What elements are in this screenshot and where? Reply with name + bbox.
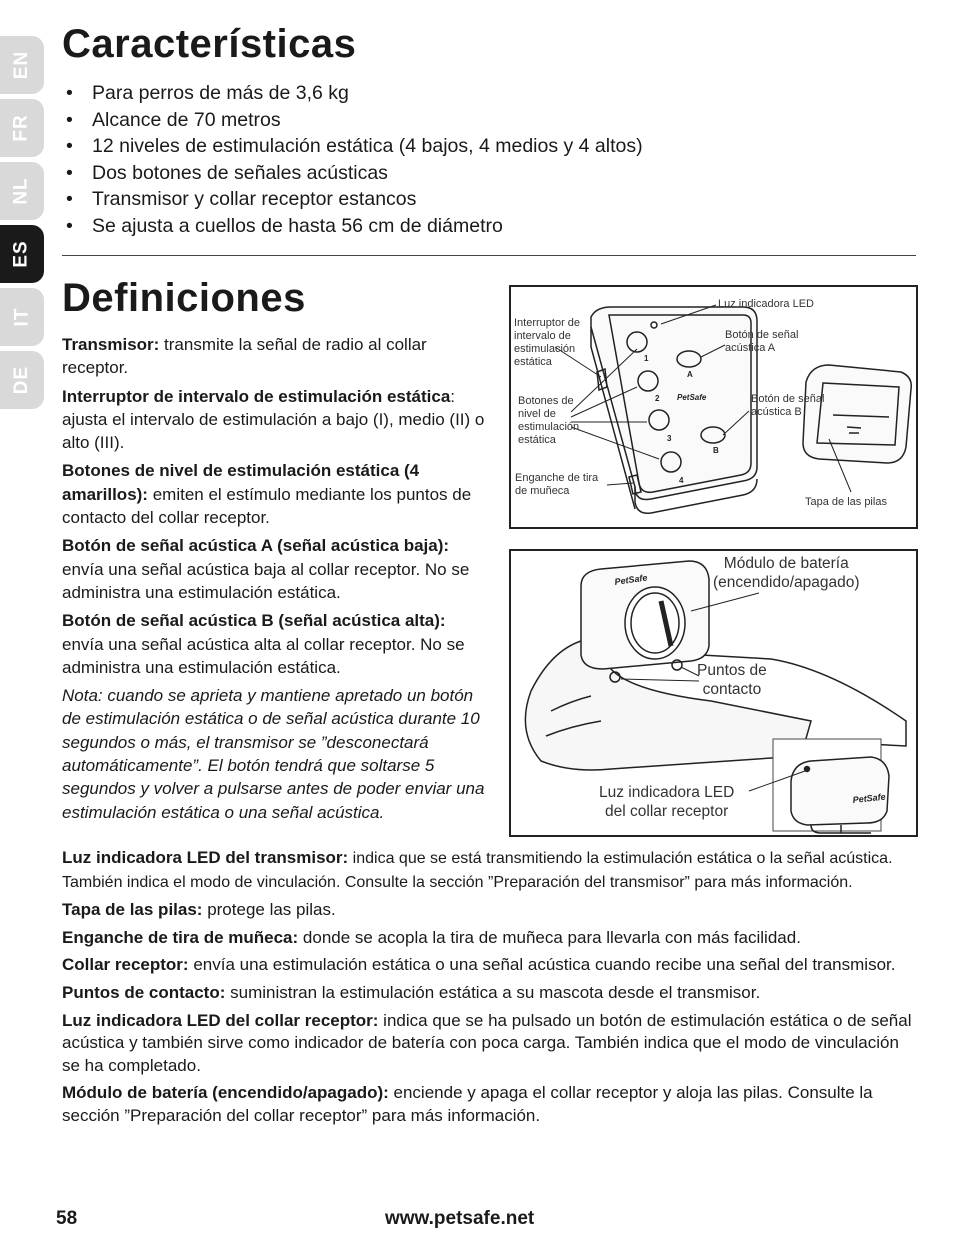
definition-led-transmitter [62, 847, 920, 894]
definition-wrist-strap [62, 927, 920, 950]
list-item: • Dos botones de señales acústicas [66, 160, 643, 187]
tab-fr[interactable] [0, 99, 44, 157]
button-number: 4 [679, 476, 684, 485]
term: Botones de nivel de estimulación estática (4 amarillos): [62, 461, 420, 504]
description: donde se acopla la tira de muñeca para llevarla con más facilidad. [298, 927, 801, 947]
definition-led-receiver [62, 1010, 920, 1078]
tab-label: EN [11, 50, 32, 80]
label-tone-b: Botón de señal acústica B [751, 393, 825, 418]
description: indica que se ha pulsado un botón de estimulación estática o de señal acústica y también sirve como indicador de batería con poca carga. También indica que el modo de vinculación se ha completado. [62, 1010, 912, 1075]
button-number: 2 [655, 394, 660, 403]
term: Enganche de tira de muñeca: [62, 927, 299, 947]
term: Luz indicadora LED del transmisor: [62, 848, 349, 867]
definitions-wide [62, 847, 920, 1133]
label-level-buttons: Botones de nivel de estimulación estática [518, 395, 580, 446]
definition-battery-cover [62, 899, 920, 922]
definition-tone-b [62, 609, 486, 679]
tone-letter: A [687, 370, 693, 379]
brand-logo: PetSafe [852, 791, 887, 805]
page-number: 58 [56, 1208, 78, 1229]
description: protege las pilas. [202, 900, 336, 920]
term: Luz indicadora LED del collar receptor: [62, 1010, 379, 1030]
tab-it[interactable] [0, 288, 44, 346]
definition-collar [62, 954, 920, 977]
tab-label: FR [10, 114, 32, 142]
definitions-column [62, 333, 486, 829]
footer-url[interactable]: www.petsafe.net [385, 1208, 535, 1229]
collar-figure [509, 549, 918, 837]
label-battery-cover: Tapa de las pilas [805, 496, 887, 508]
transmitter-figure [509, 285, 918, 529]
brand-logo: PetSafe [677, 393, 707, 402]
tab-de[interactable] [0, 351, 44, 409]
term: Puntos de contacto: [62, 982, 226, 1002]
label-battery-module: Módulo de batería (encendido/apagado) [713, 555, 860, 591]
tab-nl[interactable] [0, 162, 44, 220]
list-item: • Transmisor y collar receptor estancos [66, 186, 643, 213]
tab-label: IT [10, 307, 32, 327]
term: Tapa de las pilas: [62, 900, 203, 920]
language-tabs [0, 36, 44, 414]
definition-tone-a [62, 534, 486, 604]
definition-interval-switch [62, 385, 486, 455]
description: envía una estimulación estática o una señal acústica cuando recibe una señal del transmisor. [188, 955, 896, 975]
term: Collar receptor: [62, 955, 189, 975]
section-divider [62, 255, 916, 256]
term: Módulo de batería (encendido/apagado): [62, 1083, 389, 1103]
button-number: 3 [667, 434, 672, 443]
description: envía una señal acústica alta al collar receptor. No se administra una estimulación estática. [62, 634, 465, 677]
tone-letter: B [713, 446, 719, 455]
label-wrist-strap: Enganche de tira de muñeca [515, 472, 599, 497]
tab-en[interactable] [0, 36, 44, 94]
features-title: Características [62, 22, 357, 66]
list-item: • Para perros de más de 3,6 kg [66, 80, 643, 107]
tab-label: NL [10, 177, 32, 205]
list-item: • Alcance de 70 metros [66, 107, 643, 134]
definitions-title: Definiciones [62, 276, 306, 320]
description: : ajusta el intervalo de estimulación a bajo (I), medio (II) o alto (III). [62, 386, 485, 453]
definition-battery-module [62, 1082, 920, 1127]
list-item: • 12 niveles de estimulación estática (4 bajos, 4 medios y 4 altos) [66, 133, 643, 160]
label-tone-a: Botón de señal acústica A [725, 329, 799, 354]
term: Botón de señal acústica A (señal acústica baja): [62, 536, 450, 556]
description: indica que se está transmitiendo la estimulación estática o la señal acústica. También indica el modo de vinculación. Consulte la sección ”Preparación del transmisor” para más información. [62, 850, 893, 891]
description: suministran la estimulación estática a su mascota desde el transmisor. [225, 982, 761, 1002]
brand-logo: PetSafe [613, 572, 648, 587]
label-led: Luz indicadora LED [718, 298, 815, 310]
label-interval-switch: Interruptor de intervalo de estimulación estática [514, 317, 581, 368]
definition-level-buttons [62, 459, 486, 529]
description: emiten el estímulo mediante los puntos de contacto del collar receptor. [62, 484, 472, 528]
description: transmite la señal de radio al collar receptor. [62, 335, 427, 378]
tab-label: ES [10, 240, 32, 268]
description: envía una señal acústica baja al collar receptor. No se administra una estimulación estática. [62, 559, 470, 602]
term: Interruptor de intervalo de estimulación estática [62, 386, 451, 406]
label-receiver-led: Luz indicadora LED del collar receptor [599, 784, 735, 820]
button-number: 1 [644, 354, 649, 363]
description: enciende y apaga el collar receptor y aloja las pilas. Consulte la sección ”Preparación del collar receptor” para más información. [62, 1083, 873, 1125]
definition-transmitter [62, 333, 486, 380]
tab-label: DE [11, 365, 32, 395]
term: Transmisor: [62, 335, 160, 354]
list-item: • Se ajusta a cuellos de hasta 56 cm de diámetro [66, 213, 643, 240]
note: Nota: cuando se aprieta y mantiene apretado un botón de estimulación estática o de señal acústica durante 10 segundos o más, el transmisor se ”desconectará automáticamente”. El botón tendrá que soltarse 5 segundos y volver a pulsarse antes de poder enviar una estimulación estática o una señal acústica. [62, 686, 485, 822]
tab-es[interactable] [0, 225, 44, 283]
term: Botón de señal acústica B (señal acústica alta): [62, 611, 446, 631]
definition-contacts [62, 982, 920, 1005]
features-list [66, 80, 643, 240]
label-contact-points: Puntos de contacto [697, 662, 767, 698]
